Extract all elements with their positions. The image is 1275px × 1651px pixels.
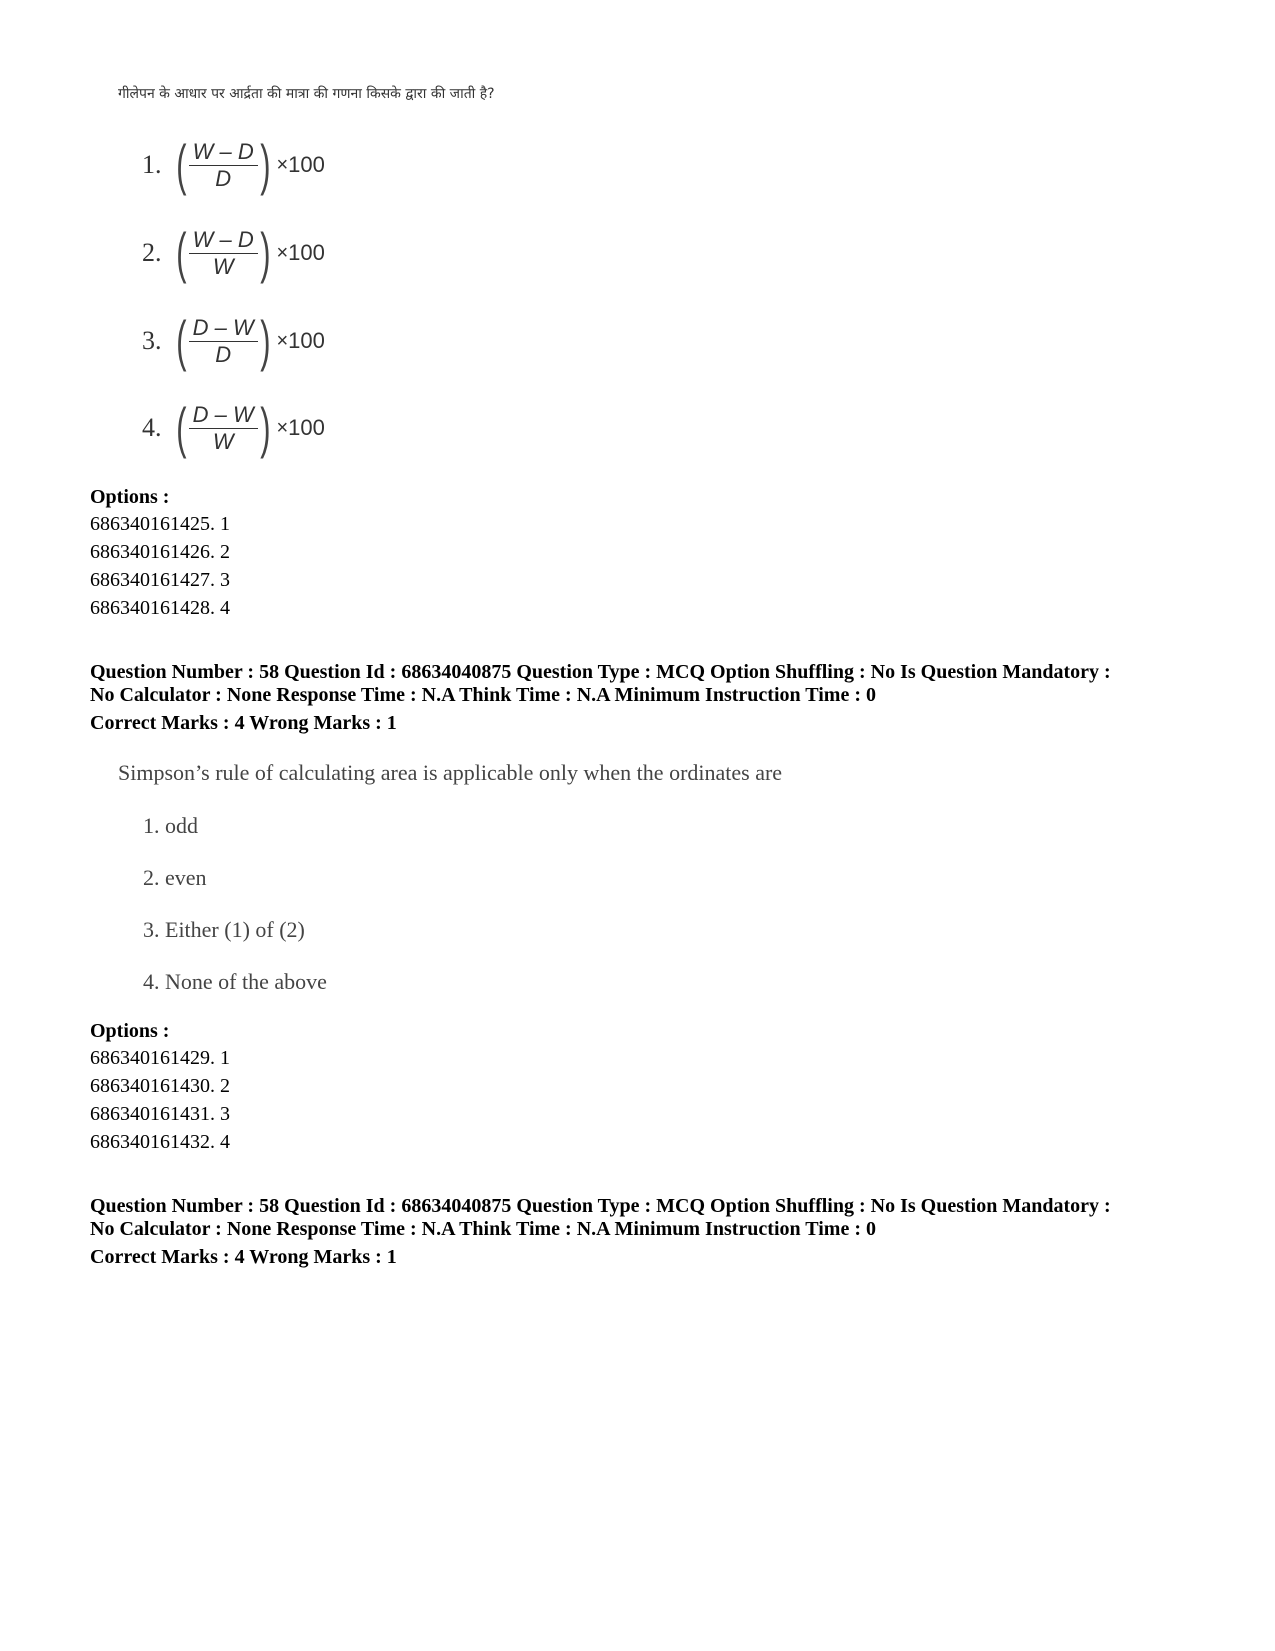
option-id: 686340161430. 2: [90, 1075, 230, 1097]
denominator: D: [215, 165, 232, 191]
header-line-1: Question Number : 58 Question Id : 68634040875 Question Type : MCQ Option Shuffling : No Is Question Mandatory :: [90, 661, 1111, 683]
option-id: 686340161429. 1: [90, 1047, 230, 1069]
question-58-prompt: Simpson’s rule of calculating area is applicable only when the ordinates are: [118, 760, 783, 785]
denominator: D: [215, 341, 232, 367]
option-id: 686340161431. 3: [90, 1103, 230, 1125]
fraction: [189, 315, 258, 368]
times-sign: ×: [276, 416, 289, 439]
choice-item: 1. odd: [143, 813, 198, 838]
numerator: D – W: [189, 315, 258, 342]
left-paren: (: [176, 133, 187, 196]
option-id: 686340161427. 3: [90, 569, 230, 591]
choice-item: 2. even: [143, 865, 207, 890]
right-paren: ): [259, 221, 271, 284]
factor: 100: [288, 240, 325, 265]
marks-line: Correct Marks : 4 Wrong Marks : 1: [90, 712, 397, 734]
option-id: 686340161425. 1: [90, 513, 230, 535]
options-heading: Options :: [90, 1020, 170, 1042]
choice-number: 1.: [142, 150, 162, 179]
choice-item: 4. None of the above: [143, 969, 327, 994]
fraction: [189, 139, 258, 192]
option-id: 686340161428. 4: [90, 597, 230, 619]
left-paren: (: [176, 396, 187, 459]
formula-choice-4: [142, 395, 325, 461]
choice-item: 3. Either (1) of (2): [143, 917, 305, 942]
times-sign: ×: [276, 153, 289, 176]
right-paren: ): [259, 133, 271, 196]
choice-number: 2.: [142, 238, 162, 267]
choice-number: 3.: [142, 326, 162, 355]
formula-choice-3: [142, 308, 325, 374]
next-question-header: [90, 1195, 1210, 1269]
question-58-header: [90, 661, 1210, 735]
factor: 100: [288, 152, 325, 177]
times-sign: ×: [276, 329, 289, 352]
question-57-prompt: गीलेपन के आधार पर आर्द्रता की मात्रा की गणना किसके द्वारा की जाती है?: [118, 86, 495, 102]
header-line-1: Question Number : 58 Question Id : 68634040875 Question Type : MCQ Option Shuffling : No Is Question Mandatory :: [90, 1195, 1111, 1217]
options-heading: Options :: [90, 486, 170, 508]
numerator: D – W: [189, 402, 258, 429]
fraction: [189, 402, 258, 455]
header-line-2: No Calculator : None Response Time : N.A Think Time : N.A Minimum Instruction Time : 0: [90, 1218, 876, 1240]
header-line-2: No Calculator : None Response Time : N.A Think Time : N.A Minimum Instruction Time : 0: [90, 684, 876, 706]
right-paren: ): [259, 396, 271, 459]
option-id: 686340161432. 4: [90, 1131, 230, 1153]
denominator: W: [212, 428, 234, 454]
numerator: W – D: [189, 139, 258, 166]
factor: 100: [288, 328, 325, 353]
option-id: 686340161426. 2: [90, 541, 230, 563]
right-paren: ): [259, 309, 271, 372]
factor: 100: [288, 415, 325, 440]
numerator: W – D: [189, 227, 258, 254]
left-paren: (: [176, 309, 187, 372]
fraction: [189, 227, 258, 280]
left-paren: (: [176, 221, 187, 284]
formula-choice-2: [142, 220, 325, 286]
times-sign: ×: [276, 241, 289, 264]
denominator: W: [212, 253, 234, 279]
formula-choice-1: [142, 132, 325, 198]
choice-number: 4.: [142, 413, 162, 442]
marks-line: Correct Marks : 4 Wrong Marks : 1: [90, 1246, 397, 1268]
